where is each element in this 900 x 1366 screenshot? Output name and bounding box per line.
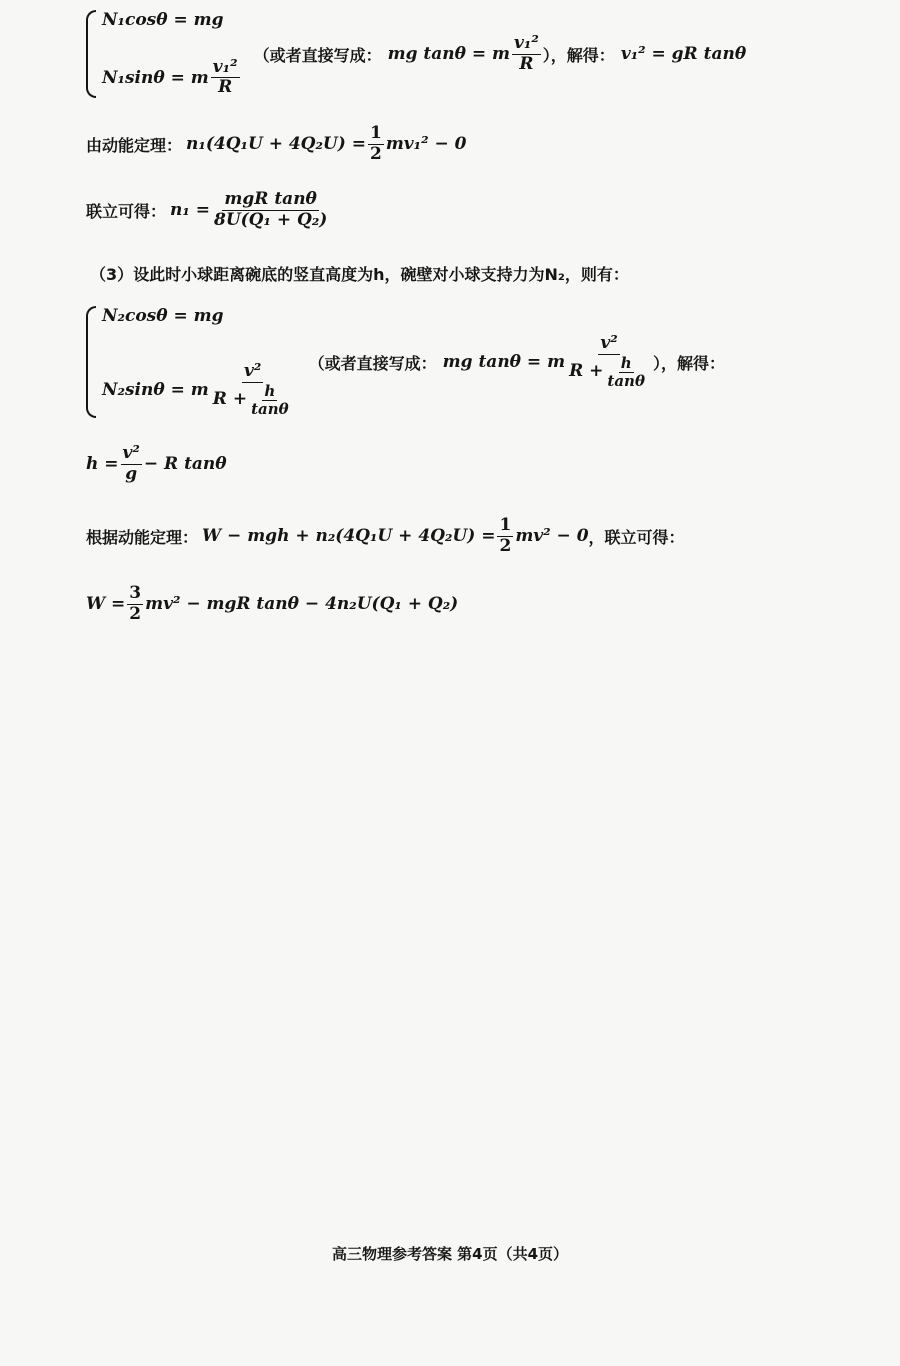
fraction-numerator: v₁² (212, 56, 238, 77)
page-footer: 高三物理参考答案 第4页（共4页） (331, 1245, 569, 1263)
part2-alt-open: （或者直接写成： (253, 45, 382, 65)
part2-result: v₁² = gR tanθ (620, 44, 747, 64)
part2-alt-fraction (512, 34, 541, 74)
part3-alt-open: （或者直接写成： (308, 353, 437, 373)
part3-alt-lhs: mg tanθ = m (442, 352, 566, 372)
n1-fraction (212, 190, 329, 230)
nested-fraction (249, 383, 291, 419)
part2-alt-close: ），解得： (542, 45, 615, 65)
part2-equation-line (86, 10, 746, 98)
h-result-rhs: − R tanθ (143, 454, 227, 475)
part2-equation-system (86, 10, 242, 98)
fraction-denominator: g (125, 463, 138, 484)
fraction-denominator: 2 (499, 535, 512, 556)
fraction-numerator: v² (244, 360, 262, 381)
w-result-fraction (127, 584, 143, 624)
energy-theorem-line-1 (86, 124, 466, 164)
part3-eq-horizontal-lhs: N₂sinθ = m (102, 379, 209, 400)
denominator-prefix: R + (569, 361, 604, 382)
combine-lhs: n₁ = (170, 200, 210, 221)
fraction-denominator (211, 383, 295, 419)
half-fraction-2 (497, 516, 513, 556)
fraction-numerator: 1 (369, 123, 382, 143)
fraction-numerator: v² (600, 332, 618, 353)
fraction-denominator: tanθ (251, 399, 289, 418)
fraction-numerator: mgR tanθ (224, 189, 317, 209)
part3-eq-vertical: N₂cosθ = mg (102, 306, 224, 326)
combine-label: 联立可得： (86, 201, 167, 221)
energy-theorem-rhs-2: mv² − 0 (515, 526, 589, 547)
denominator-prefix: R + (212, 389, 248, 410)
fraction-numerator: 1 (499, 515, 512, 535)
w-result-lhs: W = (86, 594, 126, 615)
h-result-lhs: h = (86, 454, 119, 475)
energy-theorem-label-2: 根据动能定理： (86, 527, 199, 547)
nested-fraction (605, 355, 647, 391)
part2-eq-horizontal-lhs: N₁sinθ = m (102, 67, 209, 88)
w-result-line (86, 584, 458, 624)
energy-theorem-label: 由动能定理： (86, 135, 183, 155)
fraction-numerator: h (264, 381, 276, 400)
energy-theorem-lhs-2: W − mgh + n₂(4Q₁U + 4Q₂U) = (202, 526, 496, 547)
part3-equation-line (86, 306, 725, 418)
combine-line-1 (86, 190, 331, 230)
part3-alt-close: ），解得： (652, 353, 725, 373)
w-result-rhs: mv² − mgR tanθ − 4n₂U(Q₁ + Q₂) (145, 594, 459, 615)
fraction-denominator: 8U(Q₁ + Q₂) (213, 209, 328, 230)
fraction-denominator: tanθ (607, 371, 645, 390)
part2-alt-lhs: mg tanθ = m (387, 44, 511, 64)
h-result-line (86, 444, 227, 484)
part3-eq-horizontal-fraction (211, 362, 295, 418)
part2-eq-vertical: N₁cosθ = mg (102, 10, 224, 30)
part3-eq-horizontal (102, 362, 297, 418)
half-fraction (368, 124, 384, 164)
fraction-denominator: R (218, 77, 233, 98)
energy-theorem-line-2 (86, 516, 685, 556)
h-result-fraction (121, 444, 142, 484)
fraction-denominator: 2 (369, 143, 382, 164)
part2-eq-horizontal-fraction (211, 58, 240, 98)
part3-alt-fraction (567, 334, 651, 390)
fraction-denominator: R (519, 53, 534, 74)
part2-eq-horizontal (102, 58, 242, 98)
fraction-denominator: 2 (129, 603, 142, 624)
left-brace (86, 10, 96, 98)
fraction-numerator: 3 (129, 583, 142, 603)
energy-theorem-rhs: mv₁² − 0 (385, 134, 467, 155)
left-brace (86, 306, 96, 418)
part3-equation-system (86, 306, 297, 418)
fraction-numerator: h (620, 353, 632, 372)
fraction-numerator: v² (122, 443, 140, 463)
part3-intro: （3）设此时小球距离碗底的竖直高度为h，碗壁对小球支持力为N₂，则有： (90, 265, 629, 284)
fraction-numerator: v₁² (514, 32, 539, 53)
energy-theorem-tail-2: ，联立可得： (588, 527, 685, 547)
energy-theorem-lhs: n₁(4Q₁U + 4Q₂U) = (186, 134, 366, 155)
fraction-denominator (567, 355, 651, 391)
